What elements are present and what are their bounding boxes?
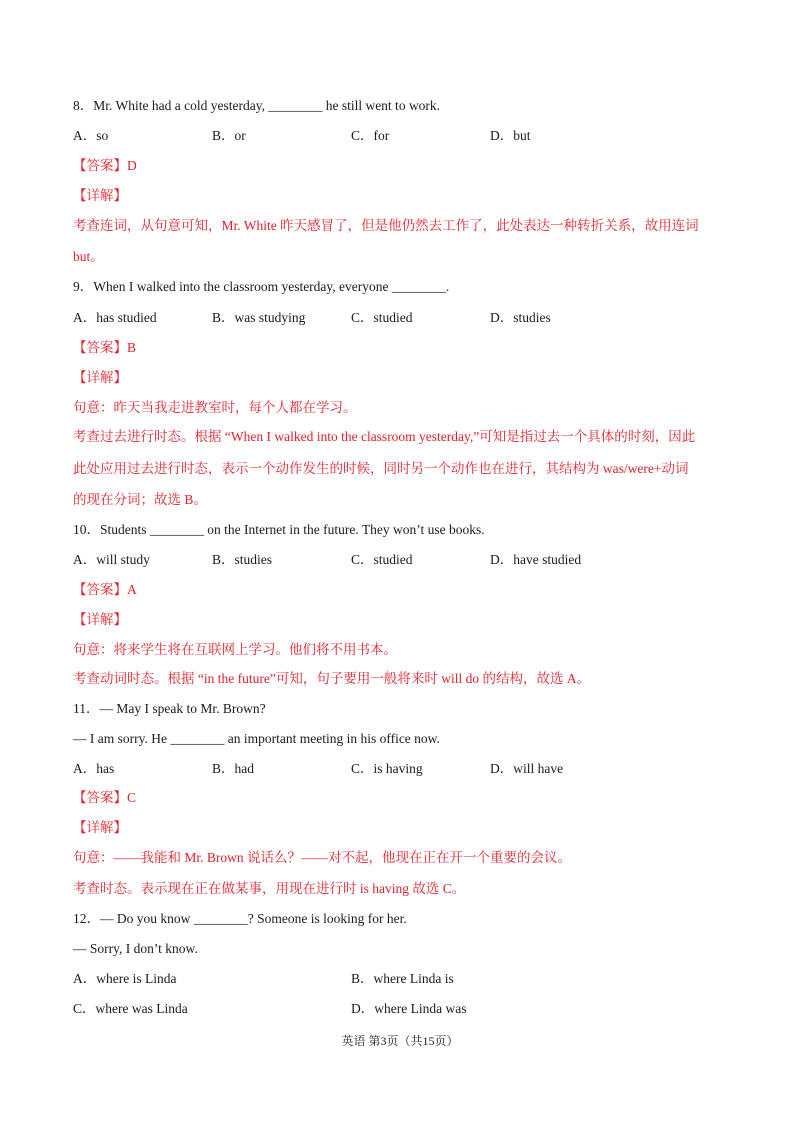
question-11-stem: 11．— May I speak to Mr. Brown? — [73, 701, 266, 716]
question-9-stem: 9．When I walked into the classroom yesterday, everyone ________. — [73, 279, 450, 294]
question-9-explanation-line: 的现在分词；故选 B。 — [73, 492, 207, 507]
option-b: B．had — [212, 761, 254, 776]
option-b: B．or — [212, 128, 246, 143]
option-a: A．so — [73, 128, 109, 143]
question-9-explanation-line: 考查过去进行时态。根据 “When I walked into the classroom yesterday,”可知是指过去一个具体的时刻，因此 — [73, 429, 696, 444]
option-d: D．have studied — [490, 552, 582, 567]
option-a: A．has — [73, 761, 115, 776]
question-11-explanation-line: 句意：——我能和 Mr. Brown 说话么？——对不起，他现在正在开一个重要的会议。 — [73, 850, 572, 865]
question-8-answer: 【答案】D — [73, 158, 137, 173]
option-c: C．where was Linda — [73, 1001, 188, 1016]
option-d: D．where Linda was — [351, 1001, 467, 1016]
question-10-answer: 【答案】A — [73, 582, 137, 597]
question-11-explanation-line: 考查时态。表示现在正在做某事，用现在进行时 is having 故选 C。 — [73, 881, 466, 896]
option-a: A．will study — [73, 552, 150, 567]
question-8-detail-label: 【详解】 — [73, 188, 127, 203]
question-8-explanation-line: but。 — [73, 249, 104, 264]
question-9-explanation-line: 此处应用过去进行时态，表示一个动作发生的时候，同时另一个动作也在进行，其结构为 was/were+动词 — [73, 461, 689, 476]
option-d: D．will have — [490, 761, 564, 776]
question-11-stem-reply: — I am sorry. He ________ an important meeting in his office now. — [73, 731, 440, 746]
question-10-explanation-line: 考查动词时态。根据 “in the future”可知，句子要用一般将来时 will do 的结构，故选 A。 — [73, 671, 591, 686]
question-9-answer: 【答案】B — [73, 340, 137, 355]
option-c: C．for — [351, 128, 390, 143]
page-footer: 英语 第3页（共15页） — [341, 1034, 459, 1048]
option-a: A．has studied — [73, 310, 157, 325]
option-b: B．where Linda is — [351, 971, 454, 986]
option-d: D．but — [490, 128, 531, 143]
question-12-stem-reply: — Sorry, I don’t know. — [73, 941, 198, 956]
question-11-answer: 【答案】C — [73, 790, 137, 805]
question-12-stem: 12．— Do you know ________? Someone is looking for her. — [73, 911, 407, 926]
question-10-stem: 10．Students ________ on the Internet in the future. They won’t use books. — [73, 522, 485, 537]
question-11-detail-label: 【详解】 — [73, 820, 127, 835]
option-c: C．studied — [351, 552, 413, 567]
option-d: D．studies — [490, 310, 551, 325]
question-9-explanation-line: 句意：昨天当我走进教室时，每个人都在学习。 — [73, 400, 357, 415]
option-a: A．where is Linda — [73, 971, 177, 986]
question-10-detail-label: 【详解】 — [73, 612, 127, 627]
option-b: B．was studying — [212, 310, 306, 325]
option-c: C．is having — [351, 761, 423, 776]
option-b: B．studies — [212, 552, 273, 567]
question-10-explanation-line: 句意：将来学生将在互联网上学习。他们将不用书本。 — [73, 642, 397, 657]
question-8-explanation-line: 考查连词，从句意可知，Mr. White 昨天感冒了，但是他仍然去工作了，此处表达一种转折关系，故用连词 — [73, 218, 699, 233]
option-c: C．studied — [351, 310, 413, 325]
question-8-stem: 8．Mr. White had a cold yesterday, ________ he still went to work. — [73, 98, 441, 113]
question-9-detail-label: 【详解】 — [73, 370, 127, 385]
